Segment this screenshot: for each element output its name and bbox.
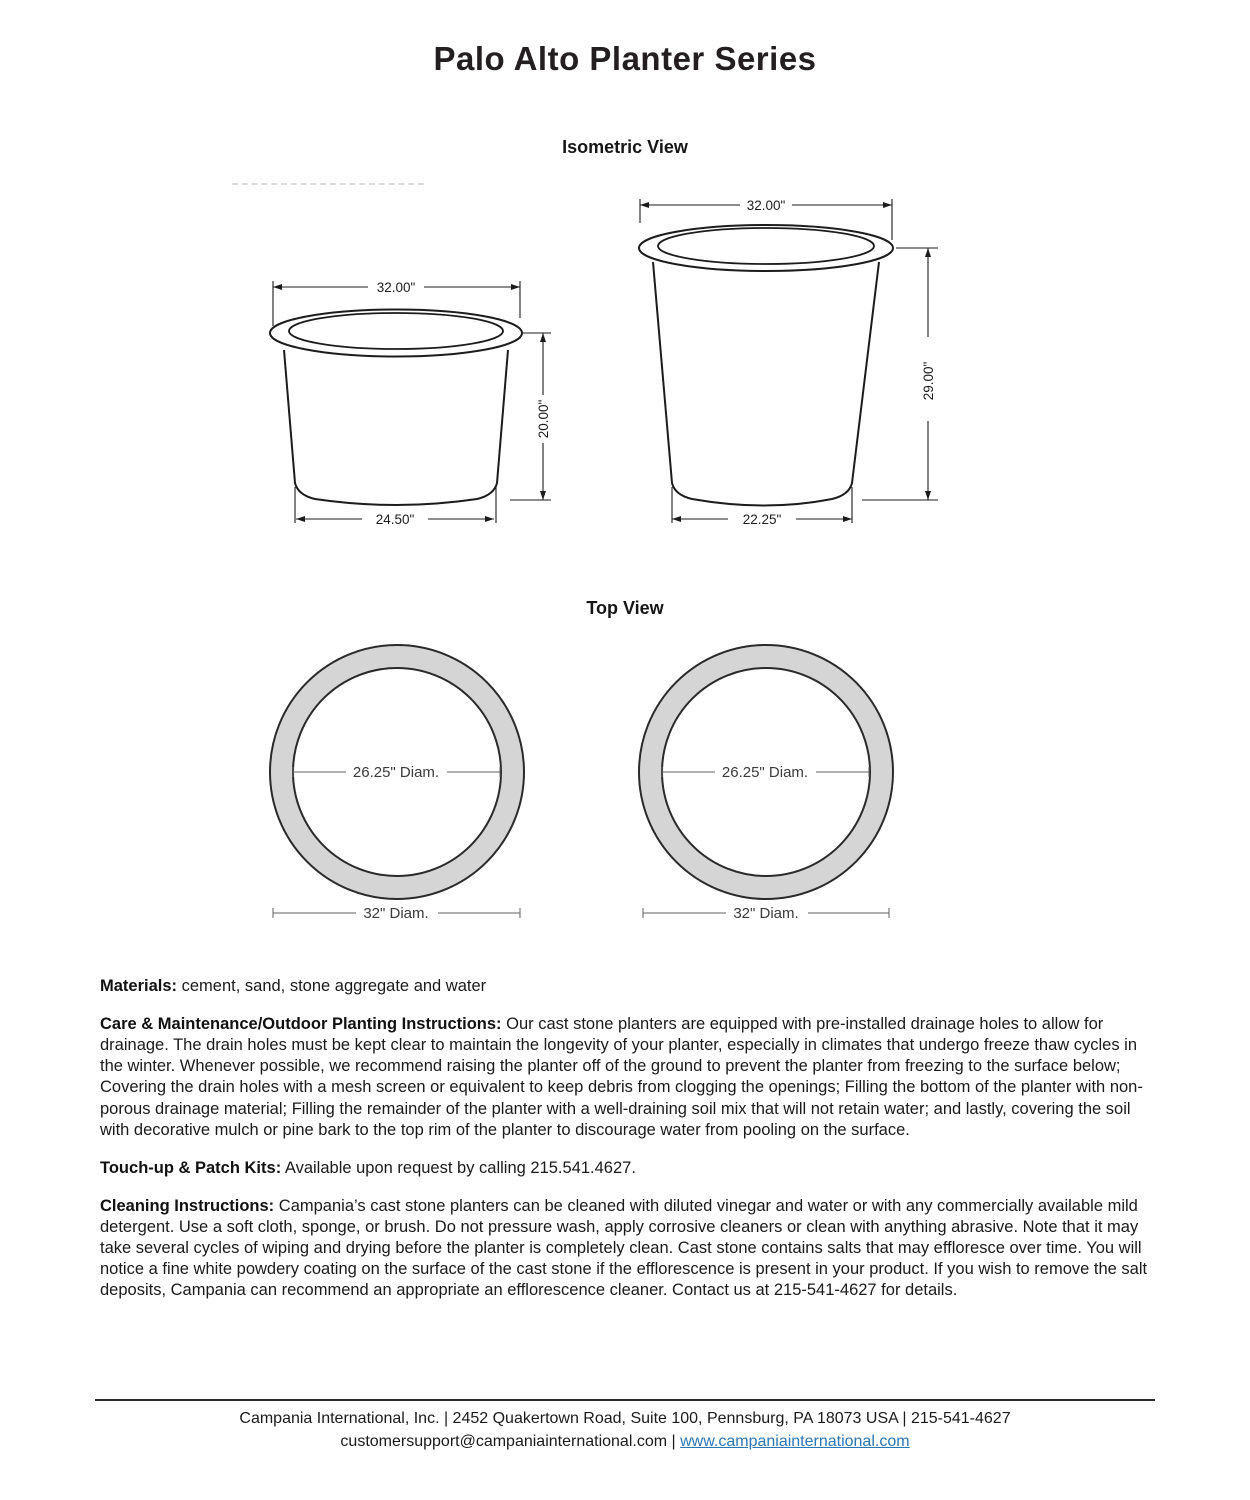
- dim-label-tall-height: 29.00": [921, 361, 936, 401]
- website-link[interactable]: www.campaniainternational.com: [680, 1433, 910, 1451]
- page-title: Palo Alto Planter Series: [433, 40, 817, 77]
- footer-separator: |: [671, 1433, 676, 1451]
- dim-label-right-inner-diameter: 26.25" Diam.: [721, 764, 809, 781]
- footer-contact-line: [0, 1430, 1250, 1453]
- materials-text: cement, sand, stone aggregate and water: [181, 977, 487, 995]
- isometric-view-drawing: [0, 170, 1250, 550]
- dim-label-short-height: 20.00": [536, 399, 551, 439]
- touchup-label: Touch-up & Patch Kits:: [100, 1158, 282, 1177]
- footer-email: customersupport@campaniainternational.com: [340, 1433, 668, 1451]
- planter-short-drawing: [270, 280, 551, 527]
- top-view-heading: Top View: [586, 598, 664, 618]
- planter-short-body: [284, 350, 508, 505]
- care-maintenance-label: Care & Maintenance/Outdoor Planting Instructions:: [100, 1015, 502, 1034]
- dim-label-tall-bottom-width: 22.25": [742, 512, 782, 527]
- footer: [0, 1407, 1250, 1453]
- care-maintenance-text: Our cast stone planters are equipped with pre-installed drainage holes to allow for drainage. The drain holes must be kept clear to maintain the longevity of your planter, especially in climates that undergo freeze thaw cycles in the winter. Whenever possible, we recommend raising the planter off of the ground to prevent the planter from freezing to the surface below; Covering the drain holes with a mesh screen or equivalent to keep debris from clogging the openings; Filling the bottom of the planter with non-porous drainage material; Filling the remainder of the planter with a well-draining soil mix that will not retain water; and lastly, covering the soil with decorative mulch or pine bark to the top rim of the planter to discourage water from pooling on the surface.: [100, 1015, 1143, 1139]
- dim-label-short-bottom-width: 24.50": [375, 512, 415, 527]
- isometric-view-heading: Isometric View: [562, 137, 688, 157]
- footer-company-line: Campania International, Inc. | 2452 Quakertown Road, Suite 100, Pennsburg, PA 18073 USA | 215-541-4627: [239, 1410, 1011, 1427]
- cleaning-text: Campania’s cast stone planters can be cleaned with diluted vinegar and water or with any commercially available mild detergent. Use a soft cloth, sponge, or brush. Do not pressure wash, apply corrosive cleaners or clean with anything abrasive. Note that it may take several cycles of wiping and drying before the planter is completely clean. Cast stone contains salts that may effloresce over time. You will notice a fine white powdery coating on the surface of the cast stone if the efflorescence is present in your product. If you wish to remove the salt deposits, Campania can recommend an appropriate an efflorescence cleaner. Contact us at 215-541-4627 for details.: [100, 1196, 1148, 1300]
- dim-label-left-inner-diameter: 26.25" Diam.: [352, 764, 440, 781]
- top-view-circle-left: [270, 645, 524, 922]
- touchup-paragraph: [100, 1158, 1158, 1179]
- touchup-text: Available upon request by calling 215.541.4627.: [284, 1158, 636, 1177]
- care-maintenance-paragraph: [100, 1014, 1158, 1141]
- cleaning-label: Cleaning Instructions:: [100, 1196, 275, 1215]
- instructions-text-block: [100, 976, 1158, 1318]
- dim-label-right-outer-diameter: 32" Diam.: [733, 905, 799, 922]
- dim-label-tall-top-width: 32.00": [746, 198, 786, 213]
- planter-tall-body: [653, 262, 879, 506]
- materials-paragraph: [100, 976, 1158, 997]
- dim-label-left-outer-diameter: 32" Diam.: [363, 905, 429, 922]
- dim-label-short-top-width: 32.00": [376, 280, 416, 295]
- materials-label: Materials:: [100, 977, 178, 995]
- planter-tall-drawing: [639, 198, 938, 527]
- top-view-circle-right: [639, 645, 893, 922]
- top-view-drawing: [0, 630, 1250, 930]
- cleaning-paragraph: [100, 1196, 1158, 1302]
- footer-divider: [95, 1399, 1155, 1401]
